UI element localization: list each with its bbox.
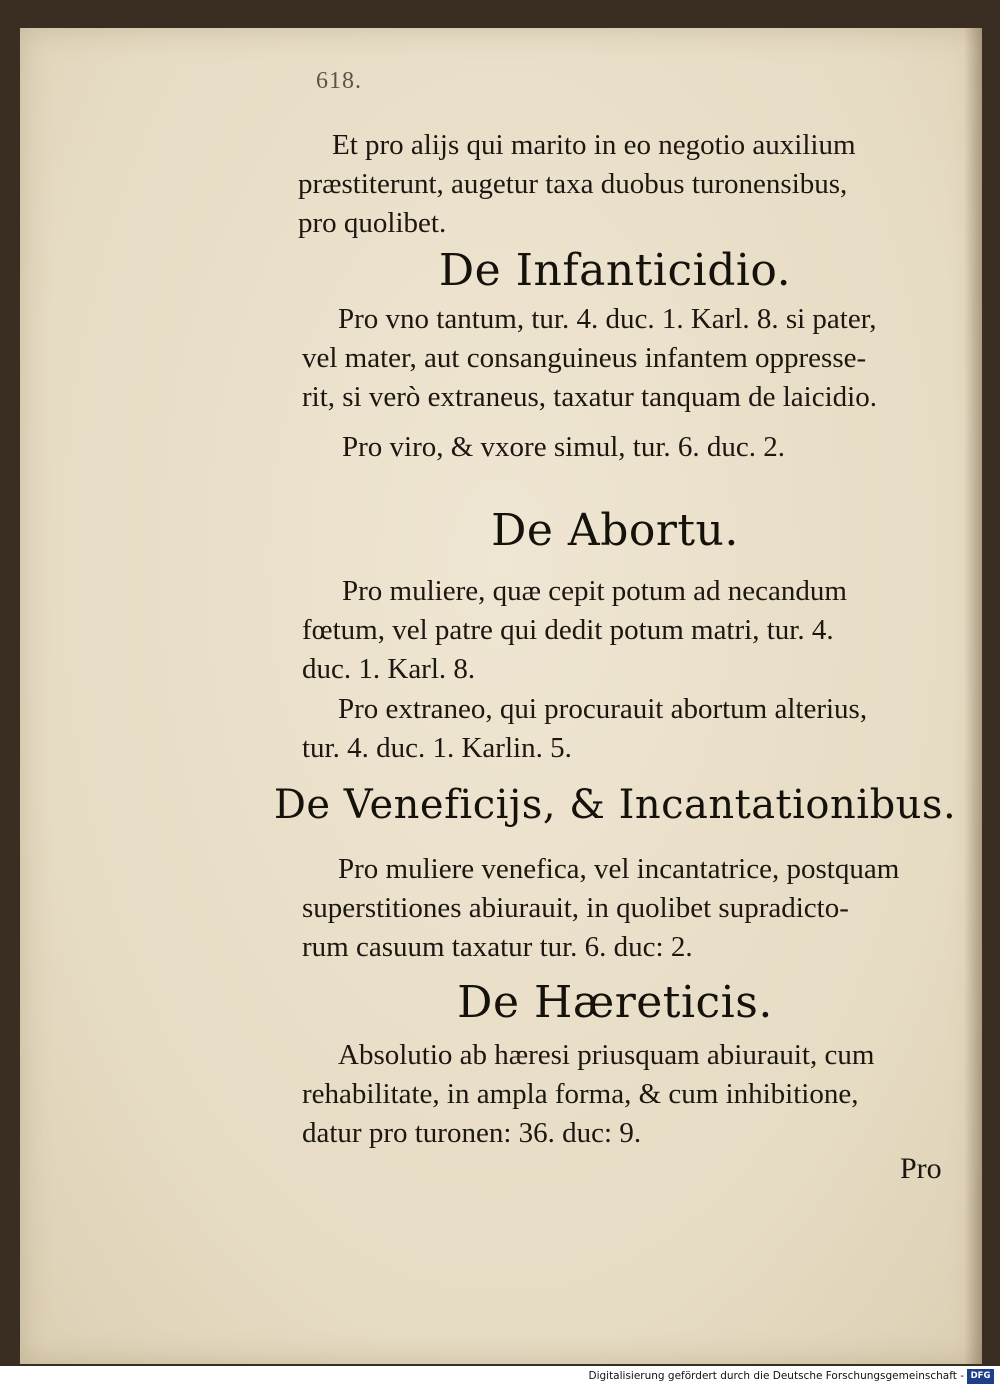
catchword: Pro <box>900 1152 942 1185</box>
text-line: Pro viro, & vxore simul, tur. 6. duc. 2. <box>342 431 786 463</box>
section-heading: De Veneficijs, & Incantationibus. <box>273 782 957 828</box>
text-line: tur. 4. duc. 1. Karlin. 5. <box>302 732 572 764</box>
dfg-logo: DFG <box>967 1369 994 1384</box>
text-line: rit, si verò extraneus, taxatur tanquam de laicidio. <box>302 381 877 413</box>
text-line: Pro muliere, quæ cepit potum ad necandum <box>342 575 847 607</box>
intro-paragraph <box>280 126 950 243</box>
text-line: fœtum, vel patre qui dedit potum matri, tur. 4. <box>302 614 834 646</box>
digitization-footer <box>0 1366 1000 1388</box>
text-line: Pro muliere venefica, vel incantatrice, postquam <box>338 853 900 885</box>
section-heading: De Infanticidio. <box>438 245 792 296</box>
text-line: rehabilitate, in ampla forma, & cum inhibitione, <box>302 1078 859 1110</box>
intro-line: præstiterunt, augetur taxa duobus turonensibus, <box>298 168 848 200</box>
text-line: Absolutio ab hæresi priusquam abiurauit, cum <box>338 1039 875 1071</box>
text-line: superstitiones abiurauit, in quolibet supradicto- <box>302 892 849 924</box>
page-number: 618. <box>316 68 362 94</box>
text-line: duc. 1. Karl. 8. <box>302 653 476 685</box>
section-heading: De Hæreticis. <box>457 977 773 1028</box>
section-paragraph <box>280 428 950 467</box>
text-line: vel mater, aut consanguineus infantem oppresse- <box>302 342 867 374</box>
section-paragraph <box>280 850 950 967</box>
section-paragraph <box>280 690 950 768</box>
text-line: Pro extraneo, qui procurauit abortum alterius, <box>338 693 868 725</box>
section-paragraph <box>280 300 950 417</box>
section-heading: De Abortu. <box>491 505 739 556</box>
intro-line: pro quolibet. <box>298 207 447 239</box>
footer-credit: Digitalisierung gefördert durch die Deutsche Forschungsgemeinschaft - <box>588 1370 964 1382</box>
text-line: rum casuum taxatur tur. 6. duc: 2. <box>302 931 693 963</box>
section-paragraph <box>280 572 950 689</box>
intro-line: Et pro alijs qui marito in eo negotio auxilium <box>332 129 856 161</box>
text-line: Pro vno tantum, tur. 4. duc. 1. Karl. 8. si pater, <box>338 303 877 335</box>
page-edge-shadow <box>964 28 982 1364</box>
text-line: datur pro turonen: 36. duc: 9. <box>302 1117 642 1149</box>
section-paragraph <box>280 1036 950 1153</box>
